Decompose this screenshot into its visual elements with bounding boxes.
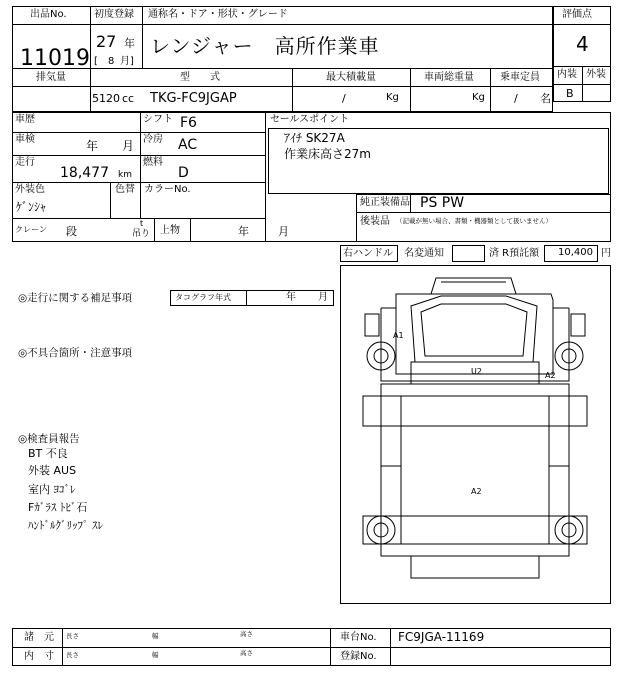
upper-year: 年 <box>238 225 249 238</box>
spec-length-label: 長さ <box>66 632 79 640</box>
shift-label: シフト <box>143 114 173 125</box>
recycle-label: 済 R預託額 <box>489 248 540 259</box>
interior-label: 内装 <box>557 69 577 80</box>
mileage-value: 18,477 <box>60 165 109 181</box>
inspection-year: 年 <box>86 139 99 153</box>
mileage-label: 走行 <box>15 157 35 168</box>
spec-height-label: 高さ <box>240 630 253 638</box>
inspection-label: 車検 <box>15 134 35 145</box>
max-load-label: 最大積載量 <box>326 72 376 83</box>
ac-label: 冷房 <box>143 134 163 145</box>
first-reg-year: 27 <box>96 32 117 51</box>
sales-line-2: 作業床高さ27m <box>284 147 371 161</box>
specs-label: 諸 元 <box>24 632 54 643</box>
displacement-label: 排気量 <box>36 72 66 83</box>
name-label: 通称名・ドア・形状・グレード <box>148 9 288 20</box>
damage-mark: A1 <box>393 331 404 340</box>
interior-grade: B <box>566 87 574 100</box>
crane-step: 段 <box>66 225 77 238</box>
inner-size-label: 内 寸 <box>24 651 54 662</box>
crane-ton: 吊り <box>132 229 151 239</box>
first-reg-month-open: [ <box>94 56 98 67</box>
score-label: 評価点 <box>562 9 592 20</box>
damage-mark: A2 <box>545 371 556 380</box>
score-value: 4 <box>576 32 589 56</box>
first-reg-year-unit: 年 <box>124 37 135 50</box>
inner-width-label: 幅 <box>152 651 159 659</box>
upper-label: 上物 <box>160 225 180 236</box>
inspector-report-label: ◎検査員報告 <box>18 433 80 445</box>
inspector-line: 室内 ﾖｺﾞﾚ <box>28 483 76 496</box>
reg-no-label: 登録No. <box>340 651 377 662</box>
crane-label: クレーン <box>15 225 47 234</box>
vehicle-diagram <box>340 265 611 604</box>
tacho-year: 年 <box>286 292 296 303</box>
retrofit-label: 後装品 <box>360 216 390 227</box>
max-load-slash: / <box>342 92 346 105</box>
truck-outline <box>341 266 610 603</box>
fuel-value: D <box>178 165 189 181</box>
gross-weight-unit: Kg <box>472 92 485 103</box>
model-code: TKG-FC9JGAP <box>150 91 237 106</box>
crane-ton-t: t <box>140 219 144 228</box>
rhd-label: 右ハンドル <box>343 248 393 259</box>
tacho-month: 月 <box>318 292 328 303</box>
inspector-line: 外装 AUS <box>28 464 77 477</box>
sales-point-label: セールスポイント <box>270 114 350 125</box>
max-load-unit: Kg <box>386 92 399 103</box>
inspector-line: ﾊﾝﾄﾞﾙｸﾞﾘｯﾌﾟ ｽﾚ <box>28 519 103 532</box>
damage-mark: U2 <box>471 367 482 376</box>
equipment-value: PS PW <box>420 195 465 211</box>
yen-label: 円 <box>601 248 611 259</box>
vehicle-name: レンジャー 高所作業車 <box>150 34 380 58</box>
inspector-line: Fｶﾞﾗｽ ﾄﾋﾞ石 <box>28 501 88 514</box>
damage-mark: A2 <box>471 487 482 496</box>
name-change-label: 名変通知 <box>404 248 444 259</box>
retrofit-note: （記載が無い場合、書類・機器類として扱いません） <box>396 217 552 225</box>
running-notes-label: ◎走行に関する補足事項 <box>18 292 133 304</box>
shift-value: F6 <box>180 115 197 131</box>
mileage-unit: km <box>118 170 132 180</box>
chassis-no: FC9JGA-11169 <box>398 630 485 644</box>
sales-line-1: ｱｲﾁ SK27A <box>284 131 345 145</box>
equipment-label: 純正装備品 <box>360 197 410 208</box>
first-reg-month-unit: 月] <box>120 56 134 67</box>
lot-no-label: 出品No. <box>30 9 67 20</box>
fuel-label: 燃料 <box>143 157 163 168</box>
ac-value: AC <box>178 137 198 153</box>
gross-weight-label: 車両総重量 <box>424 72 474 83</box>
history-label: 車歴 <box>15 114 35 125</box>
capacity-unit: 名 <box>540 92 551 105</box>
displacement-value: 5120 <box>92 92 120 105</box>
first-reg-label: 初度登録 <box>94 9 134 20</box>
color-no-label: カラーNo. <box>144 184 191 195</box>
inner-length-label: 長さ <box>66 651 79 659</box>
color-label: 外装色 <box>15 184 45 195</box>
spec-width-label: 幅 <box>152 632 159 640</box>
lot-no: 11019 <box>20 46 90 71</box>
capacity-slash: / <box>514 92 518 105</box>
defect-notes-label: ◎不具合箇所・注意事項 <box>18 347 133 359</box>
capacity-label: 乗車定員 <box>500 72 540 83</box>
inner-height-label: 高さ <box>240 649 253 657</box>
tacho-label: タコグラフ年式 <box>175 293 231 302</box>
first-reg-month: 8 <box>108 56 115 67</box>
color-change-label: 色替 <box>115 184 135 195</box>
inspector-line: BT 不良 <box>28 447 68 460</box>
upper-month: 月 <box>278 225 289 238</box>
displacement-unit: cc <box>122 92 135 105</box>
color-value: ｹﾞﾝｼｬ <box>16 200 47 214</box>
inspection-month: 月 <box>122 139 135 153</box>
chassis-no-label: 車台No. <box>340 632 377 643</box>
exterior-label: 外装 <box>586 69 606 80</box>
recycle-amount: 10,400 <box>558 247 593 258</box>
model-label: 型 式 <box>180 72 220 83</box>
